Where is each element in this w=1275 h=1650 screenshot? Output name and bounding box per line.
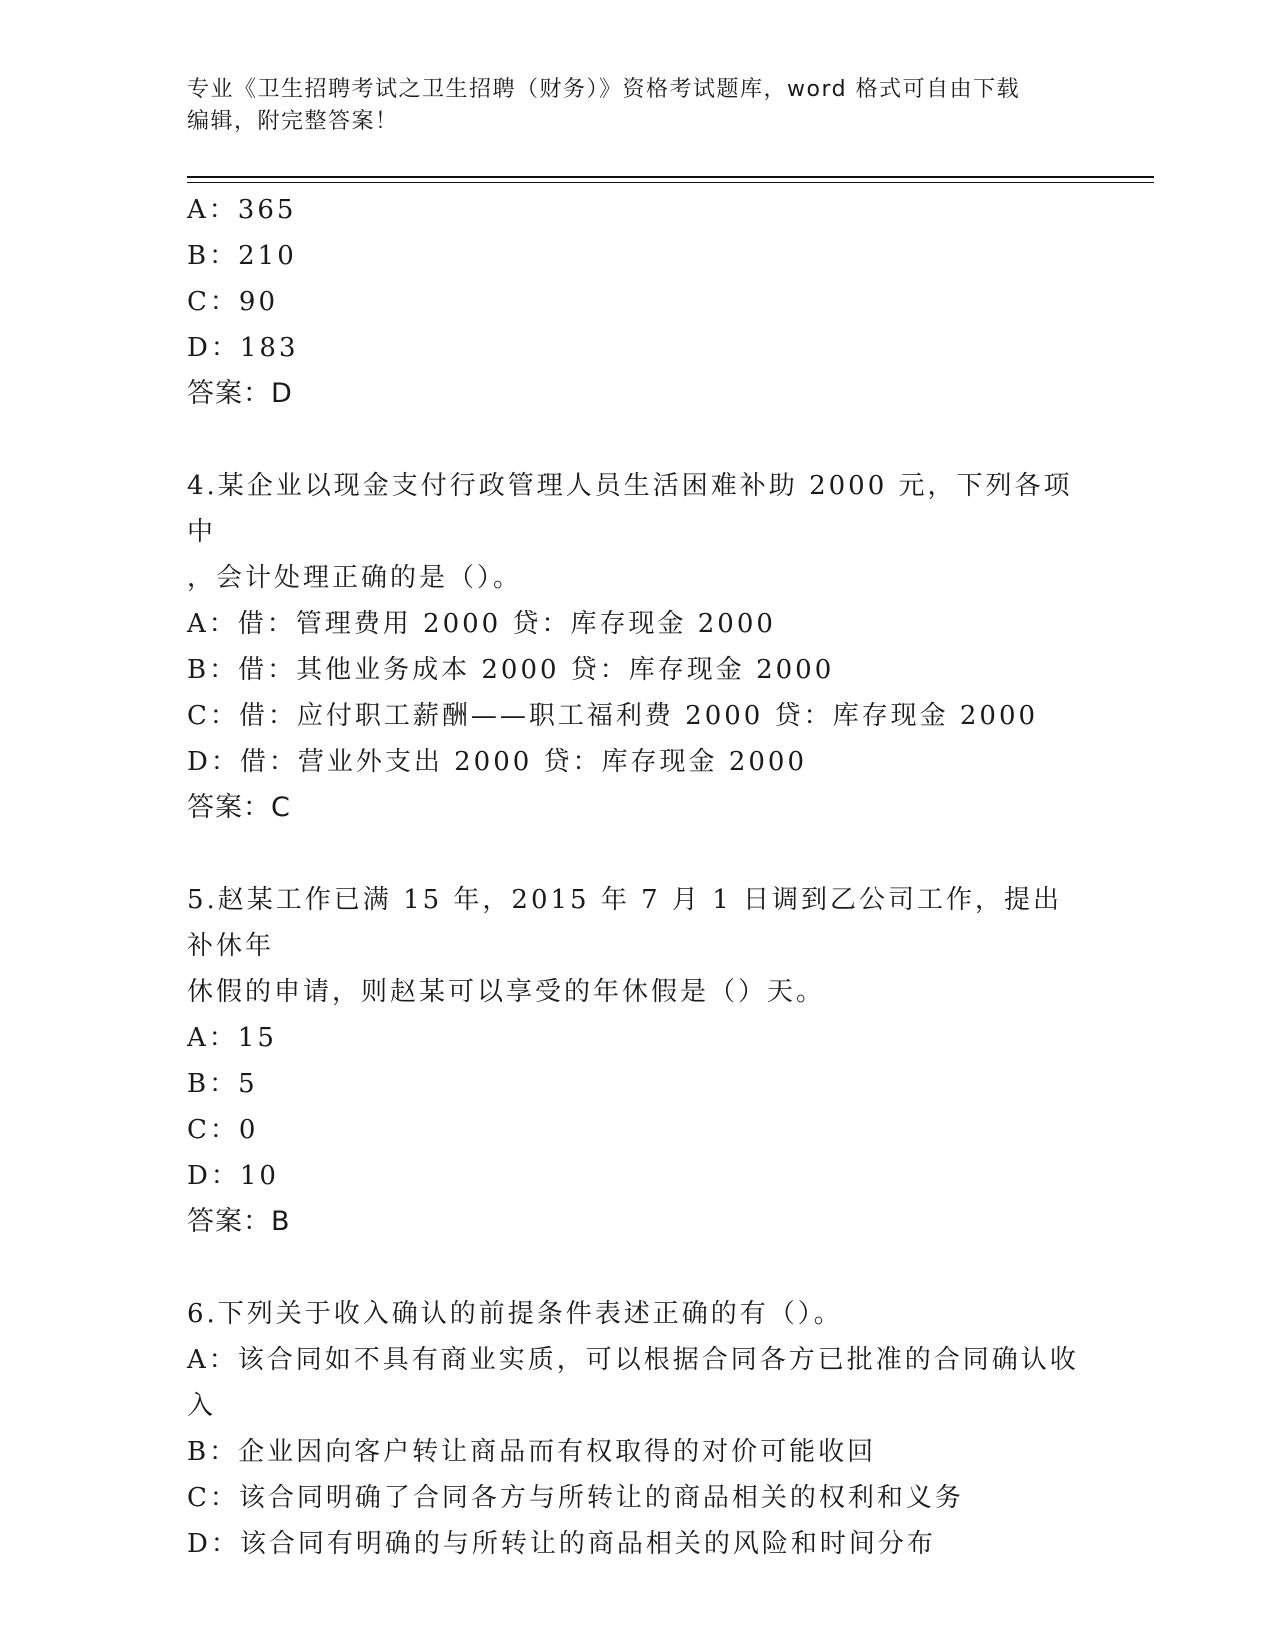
option-a — [187, 1015, 1087, 1061]
option-label: A： — [187, 1345, 238, 1375]
header-line-2: 编辑，附完整答案！ — [187, 109, 399, 134]
option-text: 0 — [238, 1115, 259, 1145]
option-label: A： — [187, 1023, 238, 1053]
option-label: C： — [187, 287, 239, 317]
option-label: B： — [187, 1069, 239, 1099]
option-label: B： — [187, 655, 239, 685]
option-a — [187, 187, 1087, 233]
option-text: 210 — [238, 241, 297, 271]
option-text: 365 — [237, 195, 297, 225]
option-text: 15 — [237, 1023, 277, 1053]
option-text: 企业因向客户转让商品而有权取得的对价可能收回 — [238, 1437, 877, 1467]
question-content — [187, 187, 1087, 1567]
option-text: 借：营业外支出 2000 贷：库存现金 2000 — [239, 747, 807, 777]
option-c — [187, 279, 1087, 325]
header-divider-thin — [187, 182, 1154, 183]
question-4-block — [187, 463, 1087, 831]
option-text: 该合同如不具有商业实质，可以根据合同各方已批准的合同确认收 — [237, 1345, 1079, 1375]
spacer — [187, 831, 1087, 877]
option-text: 借：其他业务成本 2000 贷：库存现金 2000 — [238, 655, 835, 685]
option-label: D： — [187, 333, 240, 363]
option-d — [187, 325, 1087, 371]
option-d — [187, 739, 1087, 785]
option-text: 该合同明确了合同各方与所转让的商品相关的权利和义务 — [238, 1483, 964, 1513]
option-text: 90 — [238, 287, 278, 317]
option-label: D： — [187, 1529, 240, 1559]
question-4-stem-line-1: 4.某企业以现金支付行政管理人员生活困难补助 2000 元，下列各项中 — [187, 471, 1073, 547]
option-label: D： — [187, 747, 240, 777]
option-a-continuation: 入 — [187, 1391, 217, 1421]
question-5-stem-line-1: 5.赵某工作已满 15 年，2015 年 7 月 1 日调到乙公司工作，提出补休年 — [187, 885, 1062, 961]
option-label: A： — [187, 195, 238, 225]
option-label: C： — [187, 701, 239, 731]
option-label: B： — [187, 1437, 239, 1467]
option-a — [187, 601, 1087, 647]
header-line-1: 专业《卫生招聘考试之卫生招聘（财务）》资格考试题库，word 格式可自由下载 — [187, 77, 1021, 102]
option-text: 该合同有明确的与所转让的商品相关的风险和时间分布 — [239, 1529, 936, 1559]
document-header — [187, 74, 1087, 138]
option-b — [187, 233, 1087, 279]
option-c — [187, 1475, 1087, 1521]
option-text: 10 — [239, 1161, 279, 1191]
option-text: 借：管理费用 2000 贷：库存现金 2000 — [237, 609, 776, 639]
question-4-stem-line-2: ，会计处理正确的是（）。 — [187, 563, 523, 593]
option-d — [187, 1521, 1087, 1567]
spacer — [187, 417, 1087, 463]
answer-line: 答案：D — [187, 378, 293, 409]
question-6-stem: 6.下列关于收入确认的前提条件表述正确的有（）。 — [187, 1299, 843, 1329]
option-c — [187, 1107, 1087, 1153]
option-b — [187, 1429, 1087, 1475]
option-label: B： — [187, 241, 239, 271]
option-a — [187, 1337, 1087, 1383]
header-divider-thick — [187, 176, 1154, 178]
option-text: 5 — [238, 1069, 258, 1099]
prev-question-block — [187, 187, 1087, 417]
option-b — [187, 1061, 1087, 1107]
answer-line: 答案：B — [187, 1206, 291, 1237]
option-d — [187, 1153, 1087, 1199]
option-text: 借：应付职工薪酬——职工福利费 2000 贷：库存现金 2000 — [238, 701, 1039, 731]
option-b — [187, 647, 1087, 693]
option-label: A： — [187, 609, 238, 639]
option-label: C： — [187, 1483, 239, 1513]
answer-line: 答案：C — [187, 792, 291, 823]
question-6-block — [187, 1291, 1087, 1567]
option-label: D： — [187, 1161, 240, 1191]
option-text: 183 — [239, 333, 299, 363]
spacer — [187, 1245, 1087, 1291]
option-label: C： — [187, 1115, 239, 1145]
question-5-stem-line-2: 休假的申请，则赵某可以享受的年休假是（）天。 — [187, 977, 826, 1007]
option-c — [187, 693, 1087, 739]
question-5-block — [187, 877, 1087, 1245]
